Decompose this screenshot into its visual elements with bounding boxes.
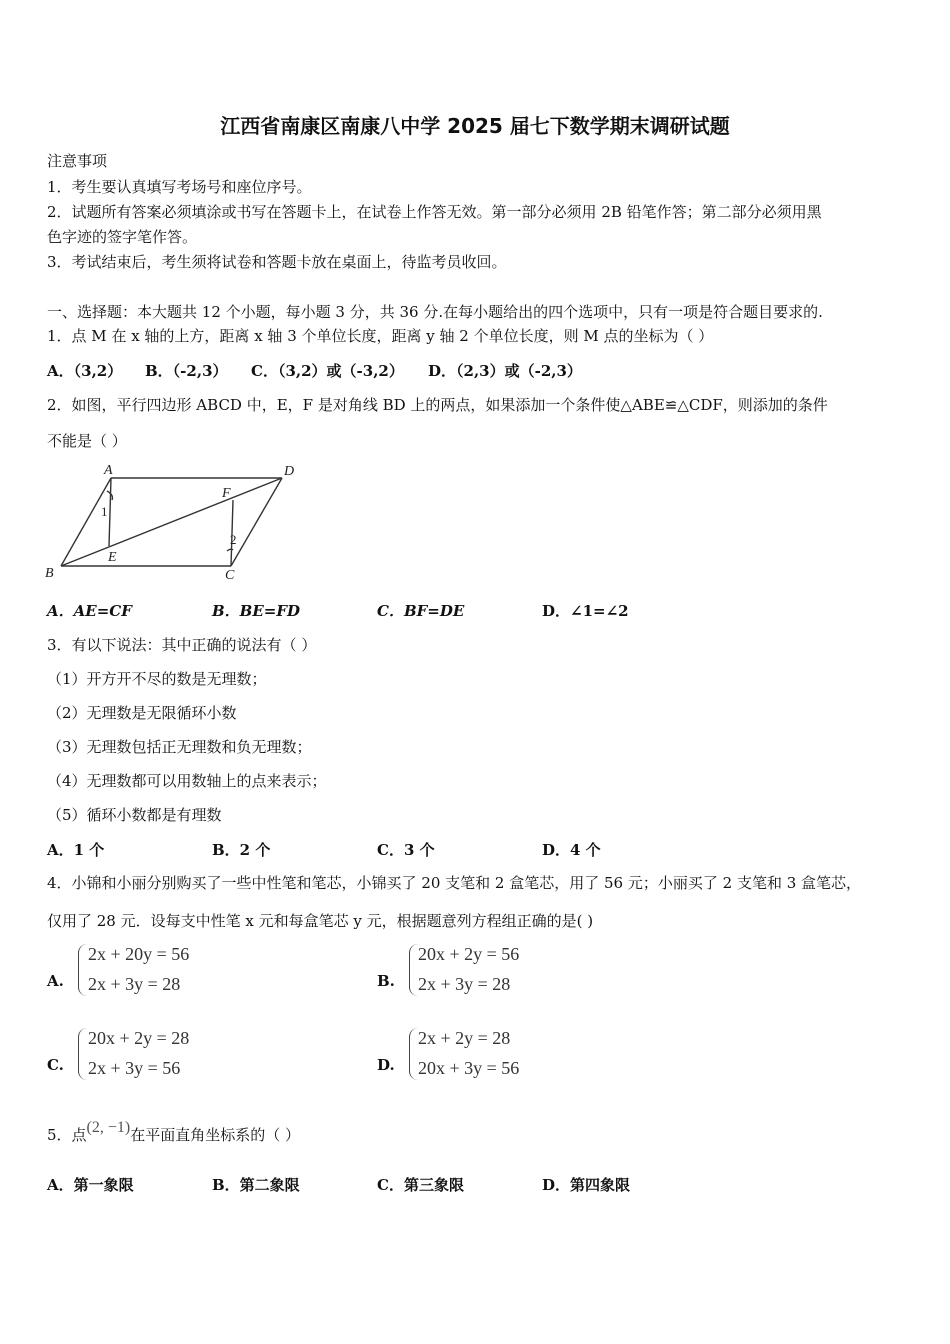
q3-statement: （5）循环小数都是有理数: [47, 806, 222, 824]
label-f: F: [222, 486, 231, 501]
q3-option-d: D．4 个: [542, 841, 601, 859]
q2-stem: 2．如图，平行四边形 ABCD 中，E，F 是对角线 BD 上的两点，如果添加一个条件使△ABE≌△CDF，则添加的条件: [47, 396, 828, 414]
q5-option-d: D．第四象限: [542, 1176, 631, 1194]
q4-stem-continued: 仅用了 28 元．设每支中性笔 x 元和每盒笔芯 y 元，根据题意列方程组正确的是( ): [47, 912, 594, 930]
label-a: A: [104, 463, 113, 478]
angle-1-label: 1: [101, 504, 108, 519]
q1-option-a: A．（3,2）: [47, 362, 123, 380]
q4-option-c-brace: [78, 1028, 88, 1080]
q2-option-a: A．AE=CF: [47, 602, 132, 620]
q4-option-b-label: B.: [377, 972, 395, 990]
section-heading: 一、选择题：本大题共 12 个小题，每小题 3 分，共 36 分.在每小题给出的四个选项中，只有一项是符合题目要求的.: [47, 303, 823, 321]
q1-option-c: C．（3,2）或（-3,2）: [251, 362, 404, 380]
q3-statement: （2）无理数是无限循环小数: [47, 704, 237, 722]
label-d: D: [284, 464, 295, 479]
q3-option-b: B．2 个: [212, 841, 271, 859]
q5-point: (2, −1): [86, 1119, 131, 1136]
q4-option-a-brace: [78, 944, 88, 996]
parallelogram-figure: [40, 458, 305, 583]
q5-stem-prefix: 5．点: [47, 1126, 87, 1144]
q5-option-a: A．第一象限: [47, 1176, 134, 1194]
q4-option-b-eq1: 20x + 2y = 56: [418, 944, 520, 964]
q3-option-a: A．1 个: [47, 841, 105, 859]
q4-option-d-label: D.: [377, 1056, 395, 1074]
label-c: C: [225, 568, 235, 583]
q4-stem: 4．小锦和小丽分别购买了一些中性笔和笔芯，小锦买了 20 支笔和 2 盒笔芯，用了 56 元；小丽买了 2 支笔和 3 盒笔芯，: [47, 874, 862, 892]
q3-option-c: C．3 个: [377, 841, 435, 859]
q5-stem: [47, 1119, 301, 1145]
notice-item: 3．考试结束后，考生须将试卷和答题卡放在桌面上，待监考员收回。: [47, 253, 507, 271]
label-e: E: [108, 550, 117, 565]
notice-item: 色字迹的签字笔作答。: [47, 228, 198, 246]
q2-stem-continued: 不能是（ ）: [47, 432, 127, 450]
q3-statement: （3）无理数包括正无理数和负无理数；: [47, 738, 312, 756]
notice-heading: 注意事项: [47, 152, 108, 170]
q4-option-c-label: C.: [47, 1056, 64, 1074]
q1-option-b: B．（-2,3）: [145, 362, 228, 380]
q2-option-b: B．BE=FD: [212, 602, 301, 620]
notice-item: 2．试题所有答案必须填涂或书写在答题卡上，在试卷上作答无效。第一部分必须用 2B 铅笔作答；第二部分必须用黑: [47, 203, 822, 221]
q1-stem: 1．点 M 在 x 轴的上方，距离 x 轴 3 个单位长度，距离 y 轴 2 个单位长度，则 M 点的坐标为（ ）: [47, 327, 714, 345]
q4-option-b-eq2: 2x + 3y = 28: [418, 974, 511, 994]
q4-option-d-eq2: 20x + 3y = 56: [418, 1058, 520, 1078]
q4-option-a-eq1: 2x + 20y = 56: [88, 944, 190, 964]
q4-option-c-eq2: 2x + 3y = 56: [88, 1058, 181, 1078]
q5-option-c: C．第三象限: [377, 1176, 464, 1194]
q5-option-b: B．第二象限: [212, 1176, 300, 1194]
q4-option-d-eq1: 2x + 2y = 28: [418, 1028, 511, 1048]
q3-stem: 3．有以下说法：其中正确的说法有（ ）: [47, 636, 317, 654]
q4-option-c-eq1: 20x + 2y = 28: [88, 1028, 190, 1048]
notice-item: 1．考生要认真填写考场号和座位序号。: [47, 178, 312, 196]
q5-stem-suffix: 在平面直角坐标系的（ ）: [130, 1126, 301, 1144]
q2-option-d: D．∠1=∠2: [542, 602, 629, 620]
q1-option-d: D．（2,3）或（-2,3）: [428, 362, 582, 380]
q2-option-c: C．BF=DE: [377, 602, 465, 620]
q4-option-a-eq2: 2x + 3y = 28: [88, 974, 181, 994]
page-title: 江西省南康区南康八中学 2025 届七下数学期末调研试题: [220, 114, 730, 138]
angle-2-label: 2: [230, 532, 237, 547]
label-b: B: [45, 566, 54, 581]
q4-option-a-label: A.: [47, 972, 64, 990]
q3-statement: （4）无理数都可以用数轴上的点来表示；: [47, 772, 327, 790]
q3-statement: （1）开方开不尽的数是无理数；: [47, 670, 267, 688]
